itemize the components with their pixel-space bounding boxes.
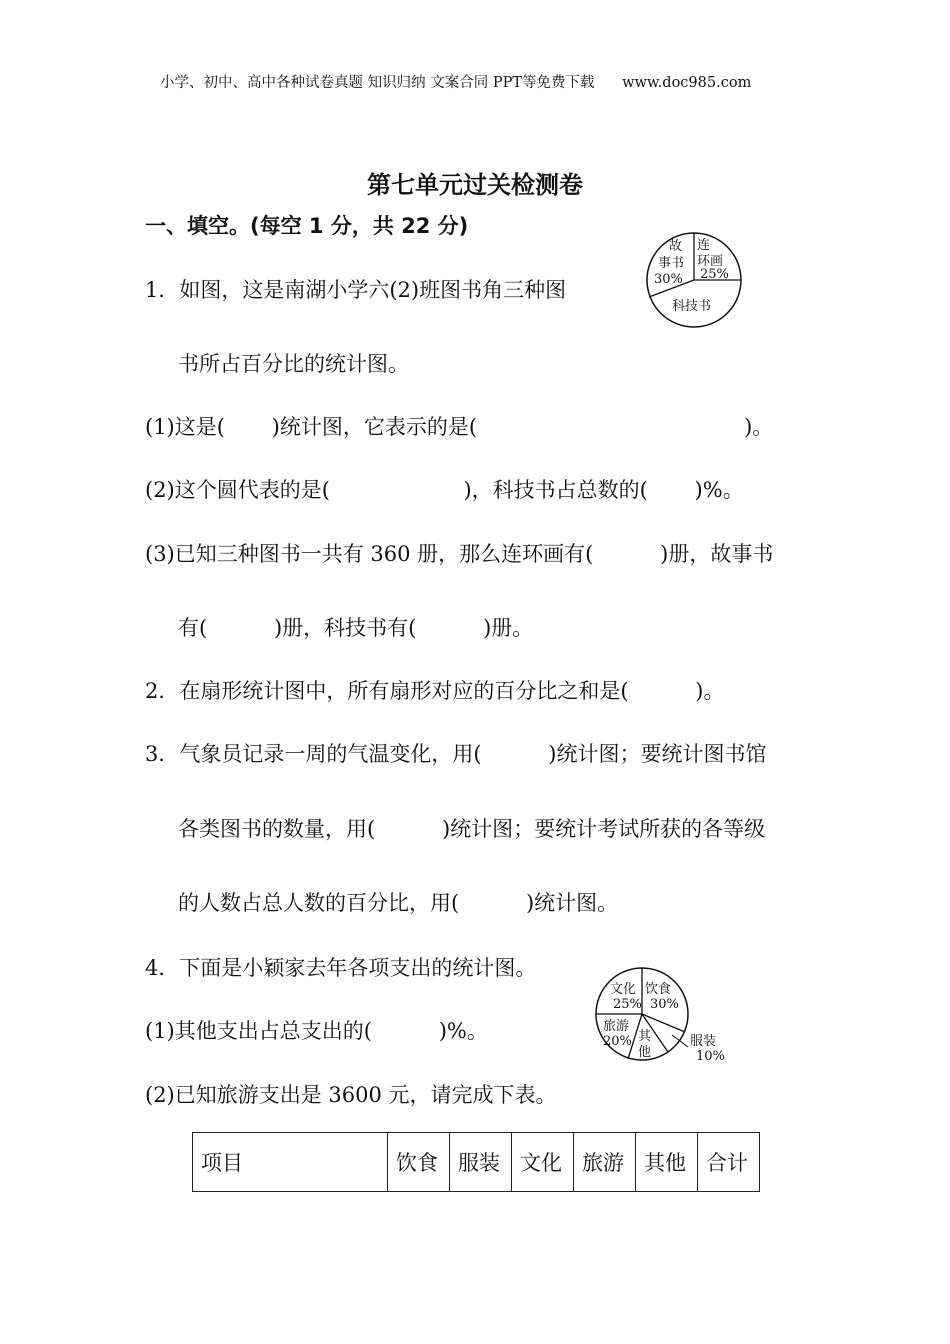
question-3-cont: 各类图书的数量，用( )统计图；要统计考试所获的各等级: [178, 817, 766, 841]
pie2-label-clothing: 服装: [690, 1034, 717, 1049]
question-1-cont: 书所占百分比的统计图。: [178, 352, 409, 376]
pie1-pct-comic: 25%: [700, 267, 729, 282]
table-header-cell: 服装: [450, 1133, 512, 1192]
pie1-label-science: 科技书: [672, 299, 712, 314]
question-3-cont2: 的人数占总人数的百分比，用( )统计图。: [178, 891, 619, 915]
question-2: 2．在扇形统计图中，所有扇形对应的百分比之和是( )。: [145, 679, 725, 703]
section-heading: 一、填空。(每空 1 分，共 22 分): [145, 214, 469, 238]
question-1-1: (1)这是( )统计图，它表示的是( )。: [145, 415, 774, 439]
pie2-label-travel: 旅游: [603, 1019, 630, 1034]
pie2-pct-clothing: 10%: [696, 1049, 725, 1064]
pie1-label-comic: 环画: [697, 254, 724, 269]
pie1-label-story: 故: [669, 239, 683, 254]
question-1-3: (3)已知三种图书一共有 360 册，那么连环画有( )册，故事书: [145, 542, 774, 566]
table-row: [193, 1133, 760, 1192]
header: [160, 71, 751, 92]
pie2-label-other: 其: [638, 1029, 652, 1044]
question-1: 1．如图，这是南湖小学六(2)班图书角三种图: [145, 278, 567, 302]
pie2-label-culture: 文化: [610, 982, 637, 997]
pie2-pct-food: 30%: [650, 997, 679, 1012]
question-1-3-cont: 有( )册，科技书有( )册。: [178, 616, 534, 640]
question-1-2: (2)这个圆代表的是( )，科技书占总数的( )%。: [145, 478, 744, 502]
pie-chart-books: [640, 225, 750, 335]
table-header-cell: 旅游: [574, 1133, 636, 1192]
pie1-label-comic: 连: [697, 238, 711, 253]
expense-table: [192, 1132, 760, 1192]
leader-line: [672, 1035, 688, 1047]
question-4-1: (1)其他支出占总支出的( )%。: [145, 1019, 488, 1043]
pie2-pct-culture: 25%: [613, 997, 642, 1012]
header-url[interactable]: www.doc985.com: [622, 75, 752, 91]
pie1-pct-story: 30%: [654, 272, 683, 287]
table-header-cell: 饮食: [388, 1133, 450, 1192]
pie-chart-expenses: [590, 960, 730, 1070]
pie1-label-story: 事书: [658, 256, 685, 271]
pie2-label-other: 他: [638, 1045, 652, 1060]
question-4-2: (2)已知旅游支出是 3600 元，请完成下表。: [145, 1083, 557, 1107]
table-header-cell: 文化: [512, 1133, 574, 1192]
question-3: 3．气象员记录一周的气温变化，用( )统计图；要统计图书馆: [145, 742, 767, 766]
table-header-cell: 其他: [636, 1133, 698, 1192]
header-text: 小学、初中、高中各种试卷真题 知识归纳 文案合同 PPT等免费下载: [160, 75, 595, 91]
page-title: 第七单元过关检测卷: [367, 171, 583, 199]
pie2-label-food: 饮食: [645, 982, 672, 997]
question-4: 4．下面是小颖家去年各项支出的统计图。: [145, 956, 537, 980]
table-header-cell: 合计: [698, 1133, 760, 1192]
pie2-pct-travel: 20%: [603, 1034, 632, 1049]
table-header-cell: 项目: [193, 1133, 388, 1192]
